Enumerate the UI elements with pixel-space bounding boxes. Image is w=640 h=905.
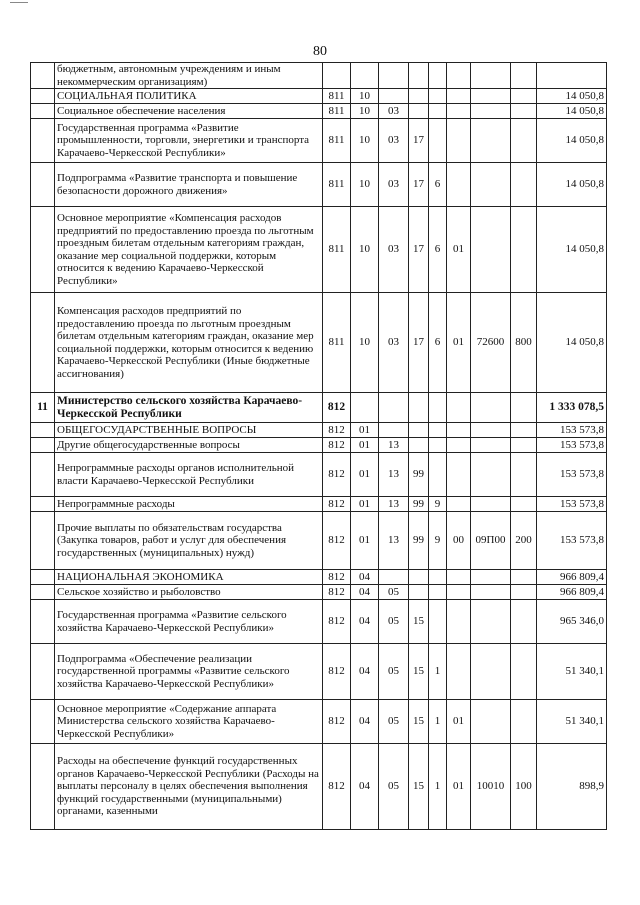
amount-cell: 898,9 xyxy=(537,744,607,830)
program-code-cell: 17 xyxy=(409,163,429,207)
subsection-code-cell: 13 xyxy=(379,438,409,453)
activity-code-cell xyxy=(447,89,471,104)
amount-cell: 14 050,8 xyxy=(537,104,607,119)
row-number-cell xyxy=(31,512,55,570)
row-number-cell xyxy=(31,700,55,744)
direction-code-cell: 09П00 xyxy=(471,512,511,570)
budget-table-container xyxy=(30,62,607,830)
subsection-code-cell xyxy=(379,89,409,104)
section-code-cell: 01 xyxy=(351,438,379,453)
ministry-code-cell: 812 xyxy=(323,600,351,644)
row-number-cell xyxy=(31,207,55,293)
program-code-cell xyxy=(409,89,429,104)
subsection-code-cell: 03 xyxy=(379,119,409,163)
amount-cell: 1 333 078,5 xyxy=(537,393,607,423)
activity-code-cell: 00 xyxy=(447,512,471,570)
table-row xyxy=(31,644,607,700)
expense-type-code-cell xyxy=(511,89,537,104)
direction-code-cell xyxy=(471,119,511,163)
subprogram-code-cell: 6 xyxy=(429,207,447,293)
subsection-code-cell: 13 xyxy=(379,453,409,497)
activity-code-cell: 01 xyxy=(447,700,471,744)
amount-cell: 965 346,0 xyxy=(537,600,607,644)
subsection-code-cell xyxy=(379,393,409,423)
activity-code-cell xyxy=(447,585,471,600)
ministry-code-cell: 812 xyxy=(323,744,351,830)
row-number-cell xyxy=(31,163,55,207)
program-code-cell xyxy=(409,570,429,585)
row-number-cell xyxy=(31,63,55,89)
description-cell: Основное мероприятие «Содержание аппарата Министерства сельского хозяйства Карачаево-Черкесской Республики» xyxy=(55,700,323,744)
direction-code-cell xyxy=(471,700,511,744)
description-cell: Другие общегосударственные вопросы xyxy=(55,438,323,453)
description-cell: ОБЩЕГОСУДАРСТВЕННЫЕ ВОПРОСЫ xyxy=(55,423,323,438)
expense-type-code-cell xyxy=(511,570,537,585)
description-cell: НАЦИОНАЛЬНАЯ ЭКОНОМИКА xyxy=(55,570,323,585)
expense-type-code-cell xyxy=(511,207,537,293)
subprogram-code-cell xyxy=(429,570,447,585)
amount-cell: 51 340,1 xyxy=(537,700,607,744)
program-code-cell xyxy=(409,104,429,119)
table-row xyxy=(31,585,607,600)
amount-cell: 153 573,8 xyxy=(537,423,607,438)
row-number-cell xyxy=(31,585,55,600)
amount-cell: 153 573,8 xyxy=(537,438,607,453)
row-number-cell xyxy=(31,119,55,163)
direction-code-cell xyxy=(471,63,511,89)
program-code-cell: 17 xyxy=(409,293,429,393)
activity-code-cell xyxy=(447,570,471,585)
budget-table-body xyxy=(31,63,607,830)
ministry-code-cell: 812 xyxy=(323,644,351,700)
section-code-cell xyxy=(351,393,379,423)
subprogram-code-cell: 6 xyxy=(429,293,447,393)
direction-code-cell xyxy=(471,453,511,497)
subprogram-code-cell: 9 xyxy=(429,512,447,570)
ministry-code-cell: 812 xyxy=(323,570,351,585)
table-row xyxy=(31,119,607,163)
ministry-code-cell: 811 xyxy=(323,104,351,119)
program-code-cell xyxy=(409,423,429,438)
description-cell: Непрограммные расходы xyxy=(55,497,323,512)
program-code-cell xyxy=(409,585,429,600)
ministry-code-cell: 812 xyxy=(323,423,351,438)
program-code-cell xyxy=(409,438,429,453)
expense-type-code-cell xyxy=(511,163,537,207)
description-cell: Государственная программа «Развитие промышленности, торговли, энергетики и транспорта Карачаево-Черкесской Республики» xyxy=(55,119,323,163)
ministry-code-cell: 811 xyxy=(323,119,351,163)
direction-code-cell xyxy=(471,438,511,453)
amount-cell: 966 809,4 xyxy=(537,585,607,600)
ministry-code-cell: 812 xyxy=(323,453,351,497)
subsection-code-cell: 03 xyxy=(379,163,409,207)
subsection-code-cell: 05 xyxy=(379,585,409,600)
program-code-cell: 99 xyxy=(409,497,429,512)
table-row xyxy=(31,438,607,453)
program-code-cell: 15 xyxy=(409,644,429,700)
amount-cell: 14 050,8 xyxy=(537,293,607,393)
section-code-cell: 01 xyxy=(351,453,379,497)
activity-code-cell xyxy=(447,104,471,119)
amount-cell: 14 050,8 xyxy=(537,119,607,163)
table-row xyxy=(31,700,607,744)
table-row xyxy=(31,423,607,438)
expense-type-code-cell xyxy=(511,423,537,438)
row-number-cell xyxy=(31,293,55,393)
program-code-cell: 17 xyxy=(409,207,429,293)
section-code-cell: 01 xyxy=(351,497,379,512)
budget-table xyxy=(30,62,607,830)
ministry-code-cell: 812 xyxy=(323,497,351,512)
amount-cell: 51 340,1 xyxy=(537,644,607,700)
table-row xyxy=(31,89,607,104)
amount-cell xyxy=(537,63,607,89)
row-number-cell xyxy=(31,104,55,119)
table-row xyxy=(31,393,607,423)
expense-type-code-cell xyxy=(511,644,537,700)
expense-type-code-cell xyxy=(511,438,537,453)
subprogram-code-cell xyxy=(429,119,447,163)
section-code-cell: 04 xyxy=(351,570,379,585)
row-number-cell xyxy=(31,438,55,453)
direction-code-cell xyxy=(471,207,511,293)
subprogram-code-cell: 1 xyxy=(429,700,447,744)
ministry-code-cell: 811 xyxy=(323,293,351,393)
subprogram-code-cell: 6 xyxy=(429,163,447,207)
amount-cell: 14 050,8 xyxy=(537,207,607,293)
row-number-cell xyxy=(31,644,55,700)
expense-type-code-cell xyxy=(511,700,537,744)
description-cell: Непрограммные расходы органов исполнительной власти Карачаево-Черкесской Республики xyxy=(55,453,323,497)
activity-code-cell xyxy=(447,163,471,207)
activity-code-cell xyxy=(447,644,471,700)
table-row xyxy=(31,497,607,512)
description-cell: Подпрограмма «Обеспечение реализации государственной программы «Развитие сельского хозяйства Карачаево-Черкесской Республики» xyxy=(55,644,323,700)
description-cell: Министерство сельского хозяйства Карачаево-Черкесской Республики xyxy=(55,393,323,423)
activity-code-cell: 01 xyxy=(447,293,471,393)
table-row xyxy=(31,163,607,207)
description-cell: Компенсация расходов предприятий по предоставлению проезда по льготным проездным билетам отдельным категориям граждан, оказание мер социальной поддержки, которым относится к ведению Карачаево-Черкесской Республики (Иные бюджетные ассигнования) xyxy=(55,293,323,393)
program-code-cell: 15 xyxy=(409,700,429,744)
activity-code-cell xyxy=(447,423,471,438)
activity-code-cell: 01 xyxy=(447,744,471,830)
expense-type-code-cell: 100 xyxy=(511,744,537,830)
description-cell: СОЦИАЛЬНАЯ ПОЛИТИКА xyxy=(55,89,323,104)
direction-code-cell xyxy=(471,104,511,119)
activity-code-cell xyxy=(447,63,471,89)
section-code-cell: 04 xyxy=(351,585,379,600)
scan-artifact xyxy=(10,2,28,3)
subprogram-code-cell: 1 xyxy=(429,644,447,700)
program-code-cell xyxy=(409,393,429,423)
program-code-cell: 99 xyxy=(409,453,429,497)
subprogram-code-cell xyxy=(429,104,447,119)
row-number-cell xyxy=(31,89,55,104)
table-row xyxy=(31,453,607,497)
expense-type-code-cell xyxy=(511,453,537,497)
activity-code-cell xyxy=(447,119,471,163)
subprogram-code-cell xyxy=(429,63,447,89)
section-code-cell: 04 xyxy=(351,600,379,644)
amount-cell: 153 573,8 xyxy=(537,512,607,570)
ministry-code-cell: 812 xyxy=(323,393,351,423)
subprogram-code-cell xyxy=(429,438,447,453)
expense-type-code-cell xyxy=(511,119,537,163)
ministry-code-cell xyxy=(323,63,351,89)
description-cell: Государственная программа «Развитие сельского хозяйства Карачаево-Черкесской Республики» xyxy=(55,600,323,644)
program-code-cell: 17 xyxy=(409,119,429,163)
activity-code-cell xyxy=(447,393,471,423)
row-number-cell xyxy=(31,497,55,512)
description-cell: бюджетным, автономным учреждениям и иным некоммерческим организациям) xyxy=(55,63,323,89)
program-code-cell: 99 xyxy=(409,512,429,570)
ministry-code-cell: 811 xyxy=(323,89,351,104)
section-code-cell: 10 xyxy=(351,104,379,119)
direction-code-cell: 72600 xyxy=(471,293,511,393)
description-cell: Основное мероприятие «Компенсация расходов предприятий по предоставлению проезда по льготным проездным билетам отдельным категориям граждан, оказание мер социальной поддержки, которым относится к ведению Карачаево-Черкесской Республики» xyxy=(55,207,323,293)
section-code-cell: 04 xyxy=(351,644,379,700)
subsection-code-cell: 03 xyxy=(379,293,409,393)
program-code-cell xyxy=(409,63,429,89)
expense-type-code-cell xyxy=(511,497,537,512)
amount-cell: 966 809,4 xyxy=(537,570,607,585)
ministry-code-cell: 811 xyxy=(323,207,351,293)
subsection-code-cell: 03 xyxy=(379,104,409,119)
ministry-code-cell: 812 xyxy=(323,700,351,744)
description-cell: Прочие выплаты по обязательствам государства (Закупка товаров, работ и услуг для обеспечения государственных (муниципальных) нужд) xyxy=(55,512,323,570)
ministry-code-cell: 812 xyxy=(323,512,351,570)
subsection-code-cell: 05 xyxy=(379,600,409,644)
expense-type-code-cell xyxy=(511,63,537,89)
row-number-cell: 11 xyxy=(31,393,55,423)
direction-code-cell xyxy=(471,163,511,207)
amount-cell: 14 050,8 xyxy=(537,163,607,207)
subsection-code-cell: 03 xyxy=(379,207,409,293)
activity-code-cell xyxy=(447,600,471,644)
subsection-code-cell xyxy=(379,423,409,438)
subprogram-code-cell xyxy=(429,393,447,423)
direction-code-cell xyxy=(471,497,511,512)
table-row xyxy=(31,63,607,89)
table-row xyxy=(31,600,607,644)
section-code-cell: 04 xyxy=(351,744,379,830)
subprogram-code-cell: 1 xyxy=(429,744,447,830)
section-code-cell: 10 xyxy=(351,163,379,207)
row-number-cell xyxy=(31,423,55,438)
section-code-cell: 04 xyxy=(351,700,379,744)
activity-code-cell xyxy=(447,453,471,497)
table-row xyxy=(31,293,607,393)
expense-type-code-cell xyxy=(511,393,537,423)
amount-cell: 14 050,8 xyxy=(537,89,607,104)
subprogram-code-cell xyxy=(429,89,447,104)
section-code-cell: 01 xyxy=(351,512,379,570)
direction-code-cell xyxy=(471,644,511,700)
ministry-code-cell: 811 xyxy=(323,163,351,207)
row-number-cell xyxy=(31,570,55,585)
activity-code-cell xyxy=(447,497,471,512)
direction-code-cell xyxy=(471,423,511,438)
expense-type-code-cell xyxy=(511,600,537,644)
row-number-cell xyxy=(31,600,55,644)
table-row xyxy=(31,207,607,293)
page-number: 80 xyxy=(313,44,327,59)
table-row xyxy=(31,104,607,119)
subsection-code-cell: 13 xyxy=(379,497,409,512)
description-cell: Подпрограмма «Развитие транспорта и повышение безопасности дорожного движения» xyxy=(55,163,323,207)
row-number-cell xyxy=(31,453,55,497)
section-code-cell: 10 xyxy=(351,119,379,163)
direction-code-cell xyxy=(471,393,511,423)
activity-code-cell: 01 xyxy=(447,207,471,293)
table-row xyxy=(31,512,607,570)
ministry-code-cell: 812 xyxy=(323,585,351,600)
subprogram-code-cell xyxy=(429,600,447,644)
amount-cell: 153 573,8 xyxy=(537,497,607,512)
subprogram-code-cell: 9 xyxy=(429,497,447,512)
subsection-code-cell: 05 xyxy=(379,644,409,700)
subprogram-code-cell xyxy=(429,585,447,600)
subsection-code-cell: 13 xyxy=(379,512,409,570)
expense-type-code-cell xyxy=(511,104,537,119)
direction-code-cell xyxy=(471,585,511,600)
subsection-code-cell xyxy=(379,63,409,89)
direction-code-cell: 10010 xyxy=(471,744,511,830)
expense-type-code-cell: 200 xyxy=(511,512,537,570)
section-code-cell xyxy=(351,63,379,89)
program-code-cell: 15 xyxy=(409,744,429,830)
description-cell: Сельское хозяйство и рыболовство xyxy=(55,585,323,600)
section-code-cell: 10 xyxy=(351,293,379,393)
program-code-cell: 15 xyxy=(409,600,429,644)
description-cell: Социальное обеспечение населения xyxy=(55,104,323,119)
subprogram-code-cell xyxy=(429,453,447,497)
amount-cell: 153 573,8 xyxy=(537,453,607,497)
subsection-code-cell: 05 xyxy=(379,744,409,830)
expense-type-code-cell: 800 xyxy=(511,293,537,393)
direction-code-cell xyxy=(471,570,511,585)
activity-code-cell xyxy=(447,438,471,453)
section-code-cell: 10 xyxy=(351,207,379,293)
description-cell: Расходы на обеспечение функций государственных органов Карачаево-Черкесской Республики (Расходы на выплаты персоналу в целях обеспечения выполнения функций государственными (муниципальными) органами, казенными xyxy=(55,744,323,830)
direction-code-cell xyxy=(471,89,511,104)
row-number-cell xyxy=(31,744,55,830)
table-row xyxy=(31,570,607,585)
ministry-code-cell: 812 xyxy=(323,438,351,453)
expense-type-code-cell xyxy=(511,585,537,600)
subsection-code-cell: 05 xyxy=(379,700,409,744)
table-row xyxy=(31,744,607,830)
section-code-cell: 10 xyxy=(351,89,379,104)
direction-code-cell xyxy=(471,600,511,644)
subprogram-code-cell xyxy=(429,423,447,438)
section-code-cell: 01 xyxy=(351,423,379,438)
subsection-code-cell xyxy=(379,570,409,585)
